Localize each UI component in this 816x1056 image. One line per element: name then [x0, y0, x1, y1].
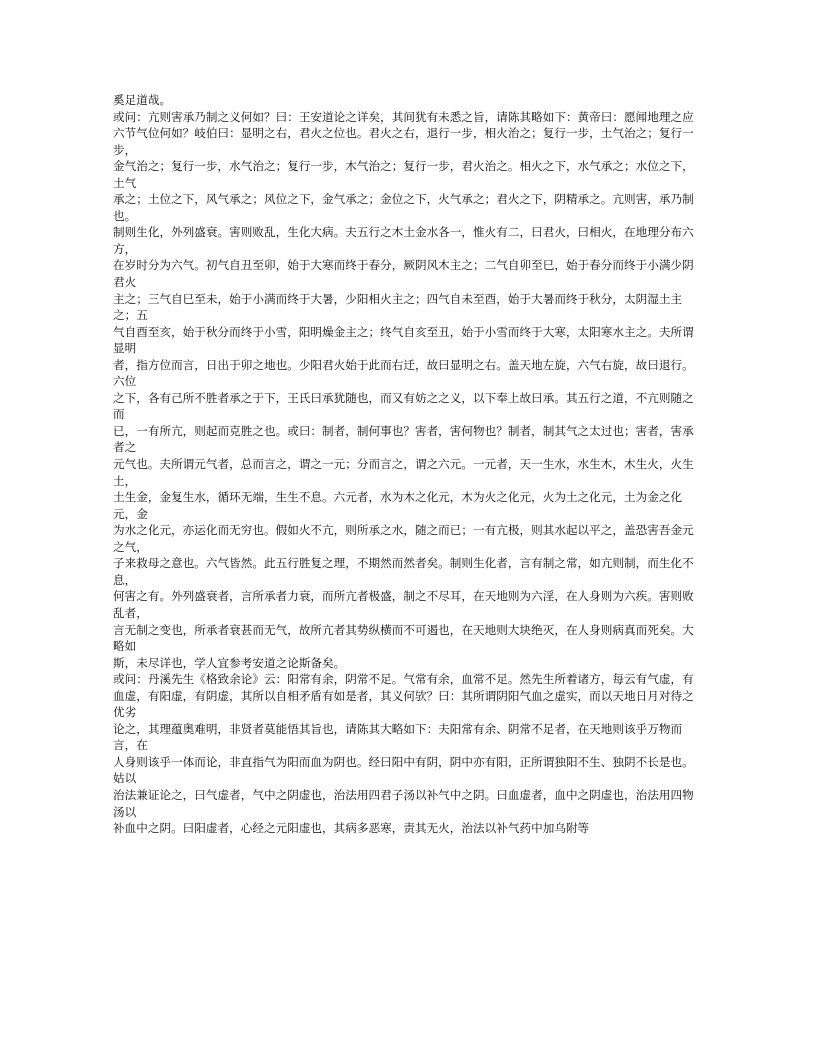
text-line: 斯，未尽详也，学人宜参考安道之论斯备矣。: [113, 655, 346, 670]
text-line: 或问：丹溪先生《格致余论》云：阳常有余，阴常不足。气常有余，血常不足。然先生所着诸方，每云有气虚，有: [113, 672, 694, 687]
text-line: 何害之有。外列盛衰者，言所承者力衰，而所亢者极盛，制之不尽耳，在天地则为六淫，在人身则为六疾。害则败乱者，: [113, 589, 694, 620]
text-line: 已，一有所亢，则起而克胜之也。或曰：制者，制何事也？害者，害何物也？制者，制其气之太过也；害者，害承者之: [113, 423, 694, 455]
text-line: 治法兼证论之，曰气虚者，气中之阴虚也，治法用四君子汤以补气中之阴。曰血虚者，血中之阴虚也，治法用四物汤以: [113, 787, 694, 819]
text-line: 主之；三气自巳至未，始于小满而终于大暑，少阳相火主之；四气自未至酉，始于大暑而终于秋分，太阴湿土主之；五: [113, 291, 683, 323]
text-line: 论之，其理蕴奥难明，非贤者莫能悟其旨也，请陈其大略如下：夫阳常有余、阴常不足者，在天地则该乎万物而言，在: [113, 721, 683, 753]
text-line: 为水之化元，亦运化而无穷也。假如火不亢，则所承之水，随之而已；一有亢极，则其水起以平之，盖恐害吾金元之气，: [113, 523, 694, 554]
text-line: 土生金，金复生水，循环无端，生生不息。六元者，水为木之化元，木为火之化元，火为土之化元，土为金之化元，金: [113, 490, 683, 521]
document-body-text: [113, 92, 705, 837]
text-line: 人身则该乎一体而论，非直指气为阳而血为阴也。经曰阳中有阴，阴中亦有阳，正所谓独阳不生、独阴不长是也。姑以: [113, 754, 694, 786]
text-line: 者，指方位而言，日出于卯之地也。少阳君火始于此而右迁，故曰显明之右。盖天地左旋，六气右旋，故曰退行。六位: [113, 357, 694, 389]
text-line: 奚足道哉。: [113, 93, 172, 107]
text-line: 制则生化，外列盛衰。害则败乱，生化大病。夫五行之木土金水各一，惟火有二，曰君火，曰相火，在地理分布六方，: [113, 225, 694, 256]
text-line: 血虚，有阳虚，有阴虚，其所以自相矛盾有如是者，其义何欤？曰：其所谓阴阳气血之虚实，而以天地日月对待之优劣: [113, 688, 694, 720]
text-line: 补血中之阴。曰阳虚者，心经之元阳虚也，其病多恶寒，责其无火，治法以补气药中加乌附等: [113, 821, 590, 836]
text-line: 元气也。夫所谓元气者，总而言之，谓之一元；分而言之，谓之六元。一元者，天一生水，水生木，木生火，火生土，: [113, 457, 694, 488]
text-line: 六节气位何如？岐伯曰：显明之右，君火之位也。君火之右，退行一步，相火治之；复行一步，土气治之；复行一步，: [113, 126, 694, 157]
text-line: 言无制之变也，所承者衰甚而无气，故所亢者其势纵横而不可遏也，在天地则大块绝灭，在人身则病真而死矣。大略如: [113, 622, 694, 654]
text-line: 之下，各有己所不胜者承之于下，王氏曰承犹随也，而又有妨之之义，以下奉上故曰承。其五行之道，不亢则随之而: [113, 390, 694, 422]
text-line: 金气治之；复行一步，水气治之；复行一步，木气治之；复行一步，君火治之。相火之下，水气承之；水位之下，土气: [113, 159, 694, 190]
text-line: 气自酉至亥，始于秋分而终于小雪，阳明燥金主之；终气自亥至丑，始于小雪而终于大寒，太阳寒水主之。夫所谓显明: [113, 324, 694, 356]
text-line: 或问：亢则害承乃制之义何如？曰：王安道论之详矣，其间犹有未悉之旨，请陈其略如下：黄帝曰：愿闻地理之应: [113, 109, 694, 124]
text-line: 子来救母之意也。六气皆然。此五行胜复之理，不期然而然者矣。制则生化者，言有制之常，如亢则制，而生化不息，: [113, 556, 694, 587]
text-line: 在岁时分为六气。初气自丑至卯，始于大寒而终于春分，厥阴风木主之；二气自卯至巳，始于春分而终于小满少阴君火: [113, 258, 694, 290]
text-line: 承之；土位之下，风气承之；风位之下，金气承之；金位之下，火气承之；君火之下，阴精承之。亢则害，承乃制也。: [113, 192, 694, 223]
